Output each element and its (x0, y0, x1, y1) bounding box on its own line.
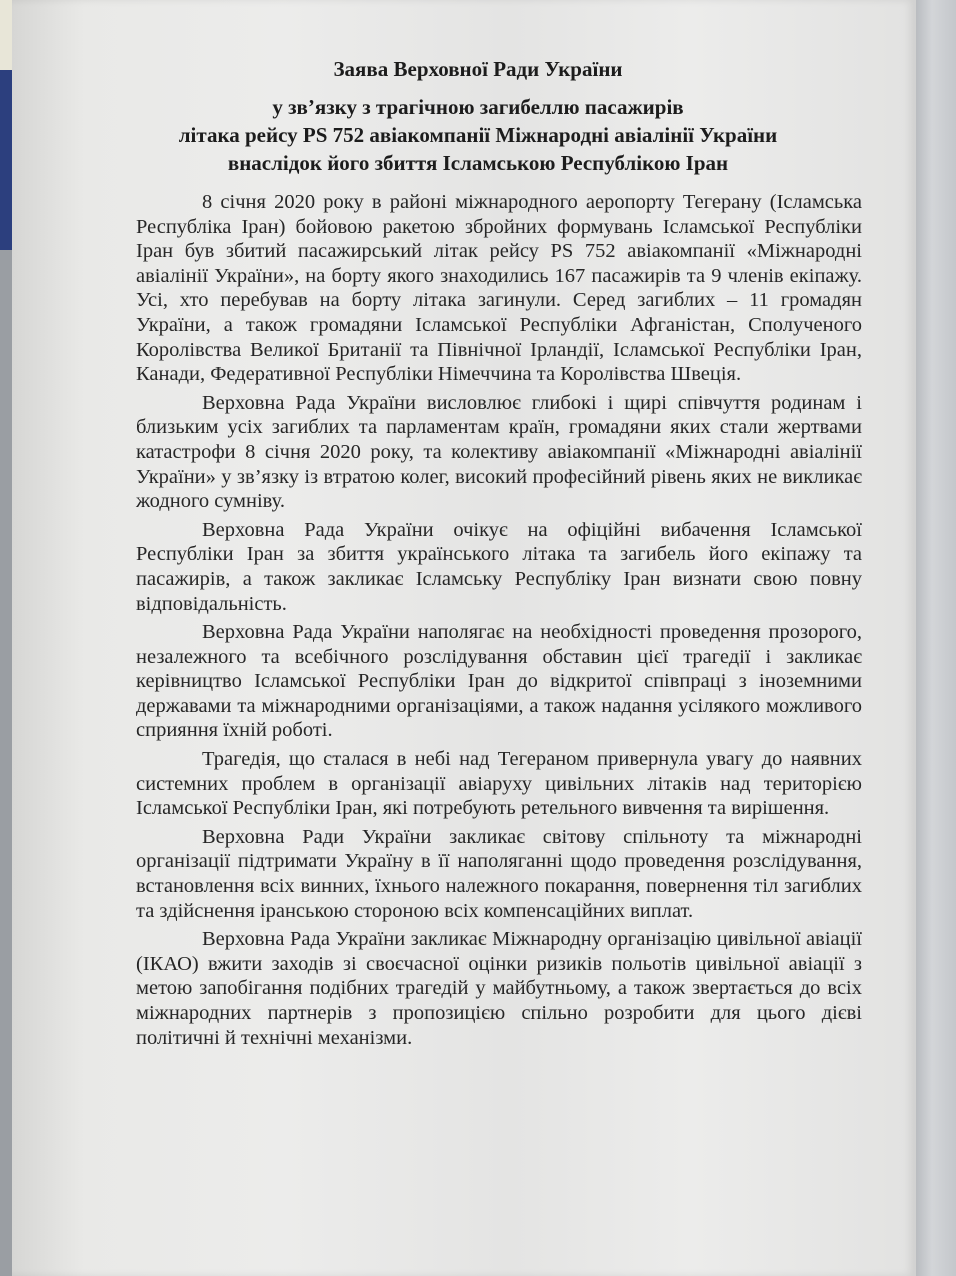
paragraph-international-support: Верховна Ради України закликає світову спільноту та міжнародні організації підтримати Україну в її наполяганні щодо проведення розслідування, встановлення всіх винних, їхнього належного покарання, повернення тіл загиблих та здійснення іранською стороною всіх компенсаційних виплат. (136, 825, 862, 922)
document-title: Заява Верховної Ради України (333, 57, 623, 81)
paragraph-icao-appeal: Верховна Рада України закликає Міжнародну організацію цивільної авіації (ІКАО) вжити заходів зі своєчасної оцінки ризиків польотів цивільної авіації з метою запобігання подібних трагедій у майбутньому, а також звертається до всіх міжнародних партнерів з пропозицією спільно розробити для цього дієві політичні й технічні механізми. (136, 928, 862, 1049)
document-body (136, 190, 862, 1054)
paragraph-investigation: Верховна Рада України наполягає на необхідності проведення прозорого, незалежного та всебічного розслідування обставин цієї трагедії і закликає керівництво Ісламської Республіки Іран до відкритої співпраці з іноземними державами та міжнародними організаціями, а також надання усілякого можливого сприяння їхній роботі. (136, 621, 862, 742)
document-subtitle-line-3: внаслідок його збиття Ісламською Республікою Іран (227, 151, 729, 175)
page-edge-shadow (916, 0, 956, 1276)
document-subtitle-line-2: літака рейсу PS 752 авіакомпанії Міжнародні авіалінії України (178, 123, 778, 147)
paragraph-incident: 8 січня 2020 року в районі міжнародного аеропорту Тегерану (Ісламська Республіка Іран) бойовою ракетою збройних формувань Ісламської Республіки Іран був збитий пасажирський літак рейсу PS 752 авіакомпанії «Міжнародні авіалінії України», на борту якого знаходились 167 пасажирів та 9 членів екіпажу. Усі, хто перебував на борту літака загинули. Серед загиблих – 11 громадян України, а також громадяни Ісламської Республіки Афганістан, Сполученого Королівства Великої Британії та Північної Ірландії, Ісламської Республіки Іран, Канади, Федеративної Республіки Німеччина та Королівства Швеція. (136, 191, 862, 386)
document-subtitle-line-1: у зв’язку з трагічною загибеллю пасажирів (272, 95, 684, 119)
paragraph-systemic-problems: Трагедія, що сталася в небі над Тегераном привернула увагу до наявних системних проблем в організації авіаруху цивільних літаків над територією Ісламської Республіки Іран, які потребують ретельного вивчення та вирішення. (136, 748, 862, 820)
paragraph-apology-demand: Верховна Рада України очікує на офіційні вибачення Ісламської Республіки Іран за збиття українського літака та загибель його екіпажу та пасажирів, а також закликає Ісламську Республіку Іран визнати свою повну відповідальність. (136, 518, 862, 615)
paragraph-condolences: Верховна Рада України висловлює глибокі і щирі співчуття родинам і близьким усіх загиблих та парламентам країн, громадяни яких стали жертвами катастрофи 8 січня 2020 року, та колективу авіакомпанії «Міжнародні авіалінії України» у зв’язку із втратою колег, високий професійний рівень яких не викликає жодного сумніву. (136, 391, 862, 513)
document-header (0, 55, 956, 177)
